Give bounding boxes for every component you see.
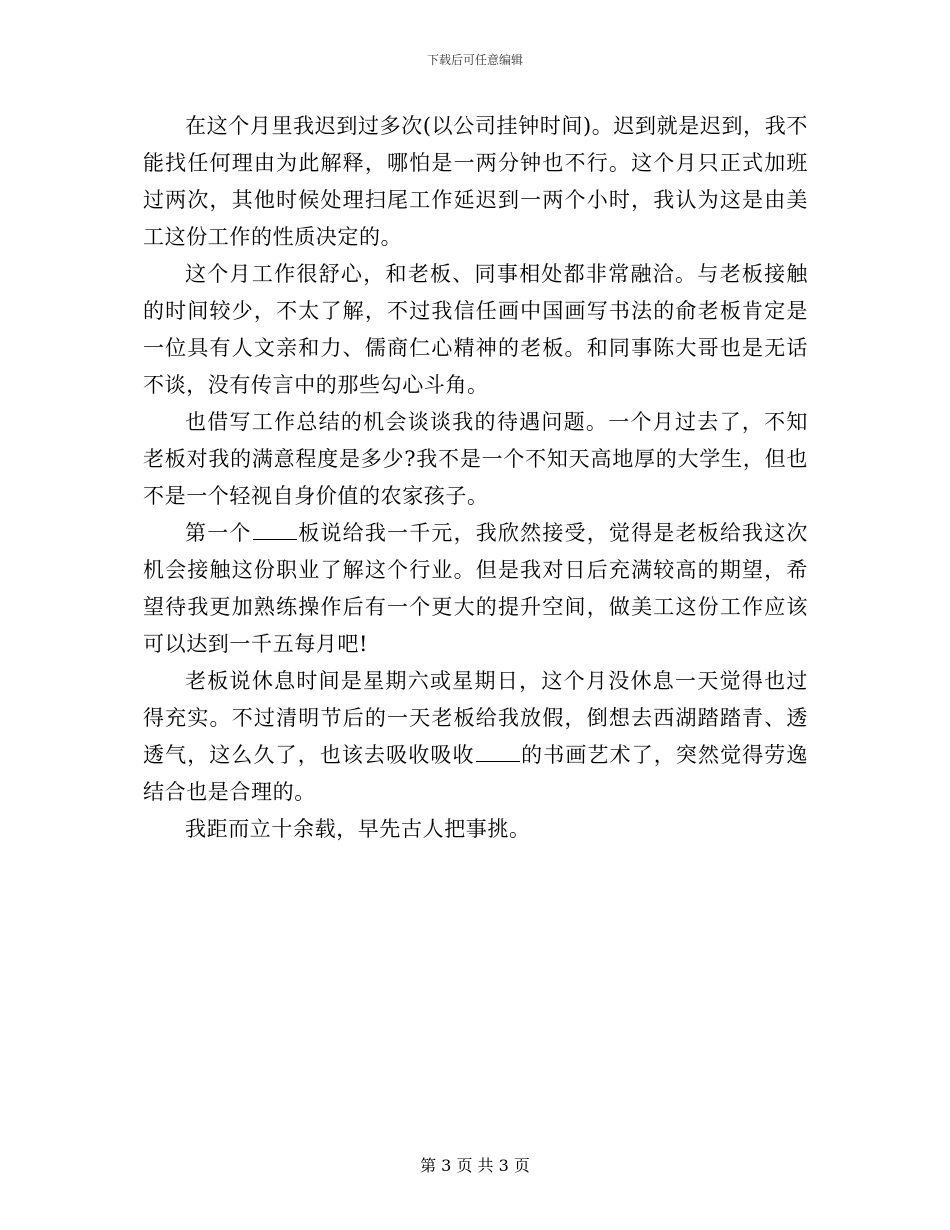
fill-in-blank [476,741,520,762]
paragraph-colleagues: 这个月工作很舒心，和老板、同事相处都非常融洽。与老板接触的时间较少，不太了解，不过我信任画中国画写书法的俞老板肯定是一位具有人文亲和力、儒商仁心精神的老板。和同事陈大哥也是无话不谈，没有传言中的那些勾心斗角。 [143,262,808,397]
paragraph-rest-days-start: 老板说休息时间是星期六或星期日，这个月没休息一天觉得也过得充实。不过清明节后的一天老板给我放假，倒想去西湖踏踏青、透透气，这么久了，也该去吸收吸收 [143,669,808,767]
paragraph-salary-question: 也借写工作总结的机会谈谈我的待遇问题。一个月过去了，不知老板对我的满意程度是多少?我不是一个不知天高地厚的大学生，但也不是一个轻视自身价值的农家孩子。 [143,410,808,508]
paragraph-closing-verse: 我距而立十余载，早先古人把事挑。 [185,817,531,841]
page-number-footer: 第 3 页 共 3 页 [420,1156,530,1175]
paragraph-rest-days [143,663,808,811]
fill-in-blank [253,519,297,540]
paragraph-salary-expectation [143,515,808,663]
paragraph-salary-expectation-end: 板说给我一千元，我欣然接受，觉得是老板给我这次机会接触这份职业了解这个行业。但是我对日后充满较高的期望，希望待我更加熟练操作后有一个更大的提升空间，做美工这份工作应该可以达到一千五每月吧! [143,521,808,656]
paragraph-rest-days-end: 的书画艺术了，突然觉得劳逸结合也是合理的。 [143,743,808,804]
paragraph-salary-expectation-start: 第一个 [185,521,252,545]
document-body [143,108,808,848]
paragraph-lateness: 在这个月里我迟到过多次(以公司挂钟时间)。迟到就是迟到，我不能找任何理由为此解释，哪怕是一两分钟也不行。这个月只正式加班过两次，其他时候处理扫尾工作延迟到一两个小时，我认为这是由美工这份工作的性质决定的。 [143,114,808,249]
page-header-note: 下载后可任意编辑 [426,53,523,67]
